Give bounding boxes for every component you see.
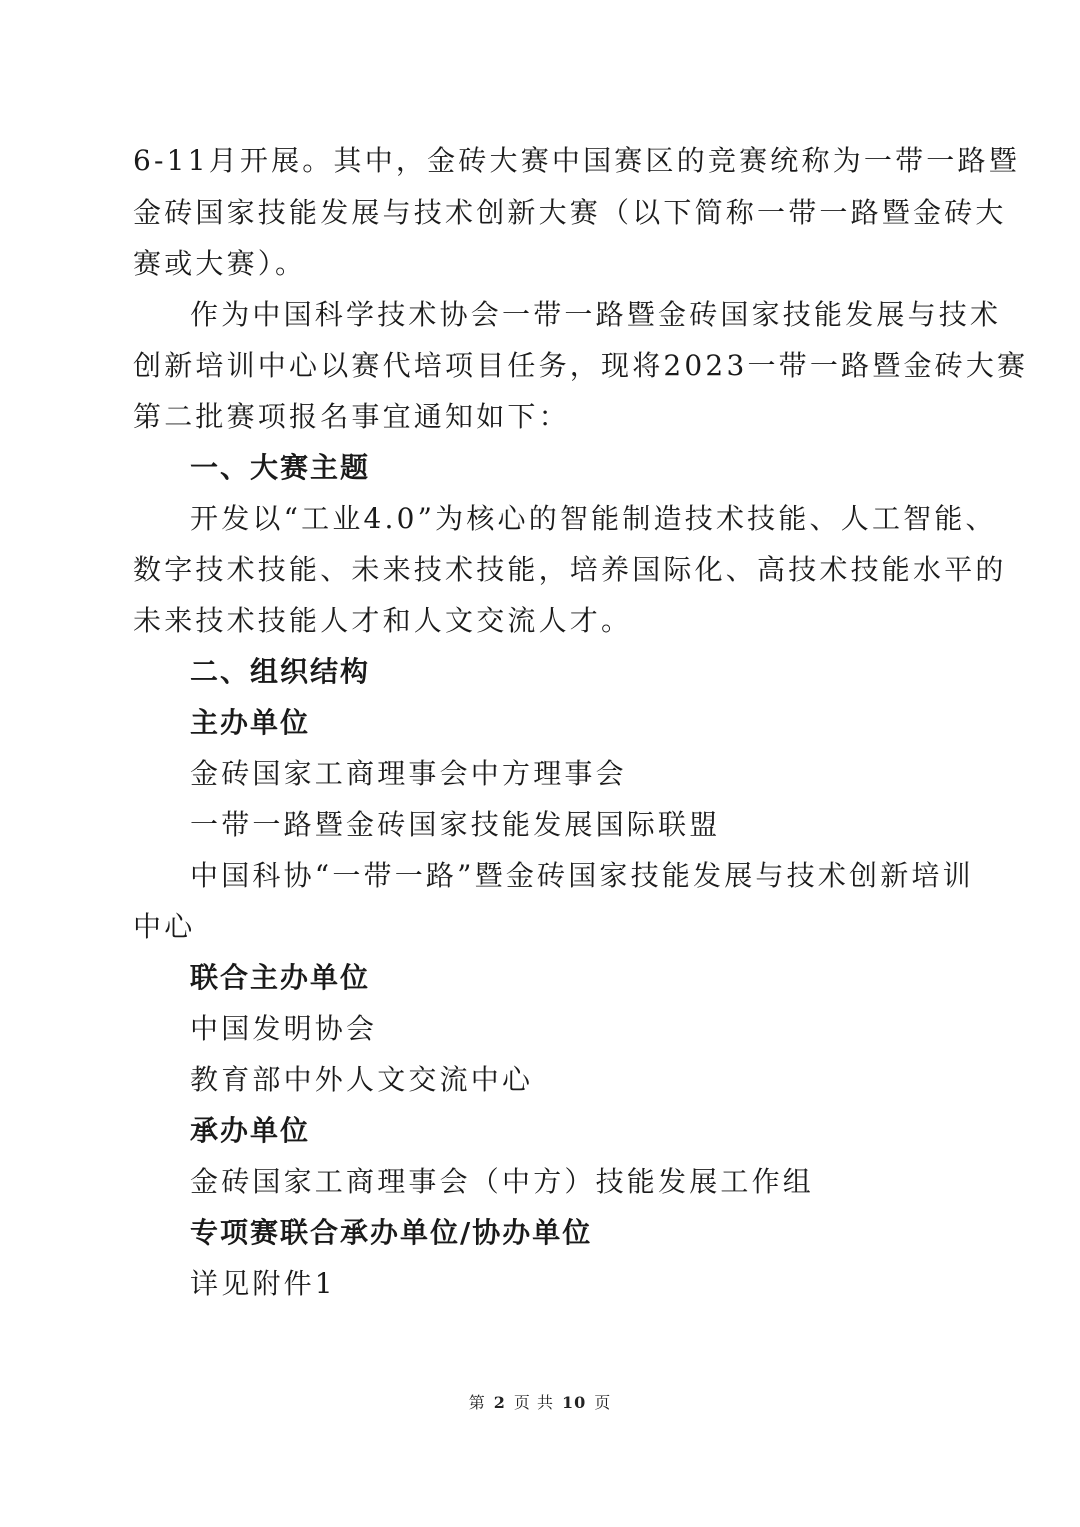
footer-prefix: 第: [468, 1393, 486, 1412]
subheading-host: 主办单位: [190, 706, 311, 739]
paragraph-line: 第二批赛项报名事宜通知如下：: [133, 400, 570, 433]
paragraph-line: 开发以“工业4.0”为核心的智能制造技术技能、人工智能、: [190, 502, 997, 535]
current-page-number: 2: [493, 1393, 506, 1412]
section-heading-organization: 二、组织结构: [190, 655, 371, 688]
paragraph-line: 创新培训中心以赛代培项目任务，现将2023一带一路暨金砖大赛: [133, 349, 1029, 382]
list-item-continuation: 中心: [133, 910, 196, 943]
paragraph-line: 作为中国科学技术协会一带一路暨金砖国家技能发展与技术: [190, 298, 1002, 331]
list-item: 中国发明协会: [190, 1012, 378, 1045]
list-item: 金砖国家工商理事会（中方）技能发展工作组: [190, 1165, 815, 1198]
paragraph-line: 未来技术技能人才和人文交流人才。: [133, 604, 633, 637]
section-heading-theme: 一、大赛主题: [190, 451, 371, 484]
list-item: 一带一路暨金砖国家技能发展国际联盟: [190, 808, 721, 841]
page-footer: [0, 1392, 1080, 1414]
paragraph-line: 金砖国家技能发展与技术创新大赛（以下简称一带一路暨金砖大: [133, 196, 1007, 229]
paragraph-line: 赛或大赛）。: [133, 247, 307, 280]
footer-mid: 页 共: [513, 1393, 554, 1412]
subheading-organizer: 承办单位: [190, 1114, 311, 1147]
paragraph-line: 6-11月开展。其中，金砖大赛中国赛区的竞赛统称为一带一路暨: [133, 144, 1020, 177]
list-item: 教育部中外人文交流中心: [190, 1063, 534, 1096]
total-pages: 10: [561, 1393, 587, 1412]
subheading-co-host: 联合主办单位: [190, 961, 371, 994]
list-item: 详见附件1: [190, 1267, 336, 1300]
footer-suffix: 页: [594, 1393, 612, 1412]
list-item: 中国科协“一带一路”暨金砖国家技能发展与技术创新培训: [190, 859, 974, 892]
subheading-special: 专项赛联合承办单位/协办单位: [190, 1216, 593, 1249]
paragraph-line: 数字技术技能、未来技术技能，培养国际化、高技术技能水平的: [133, 553, 1007, 586]
list-item: 金砖国家工商理事会中方理事会: [190, 757, 627, 790]
